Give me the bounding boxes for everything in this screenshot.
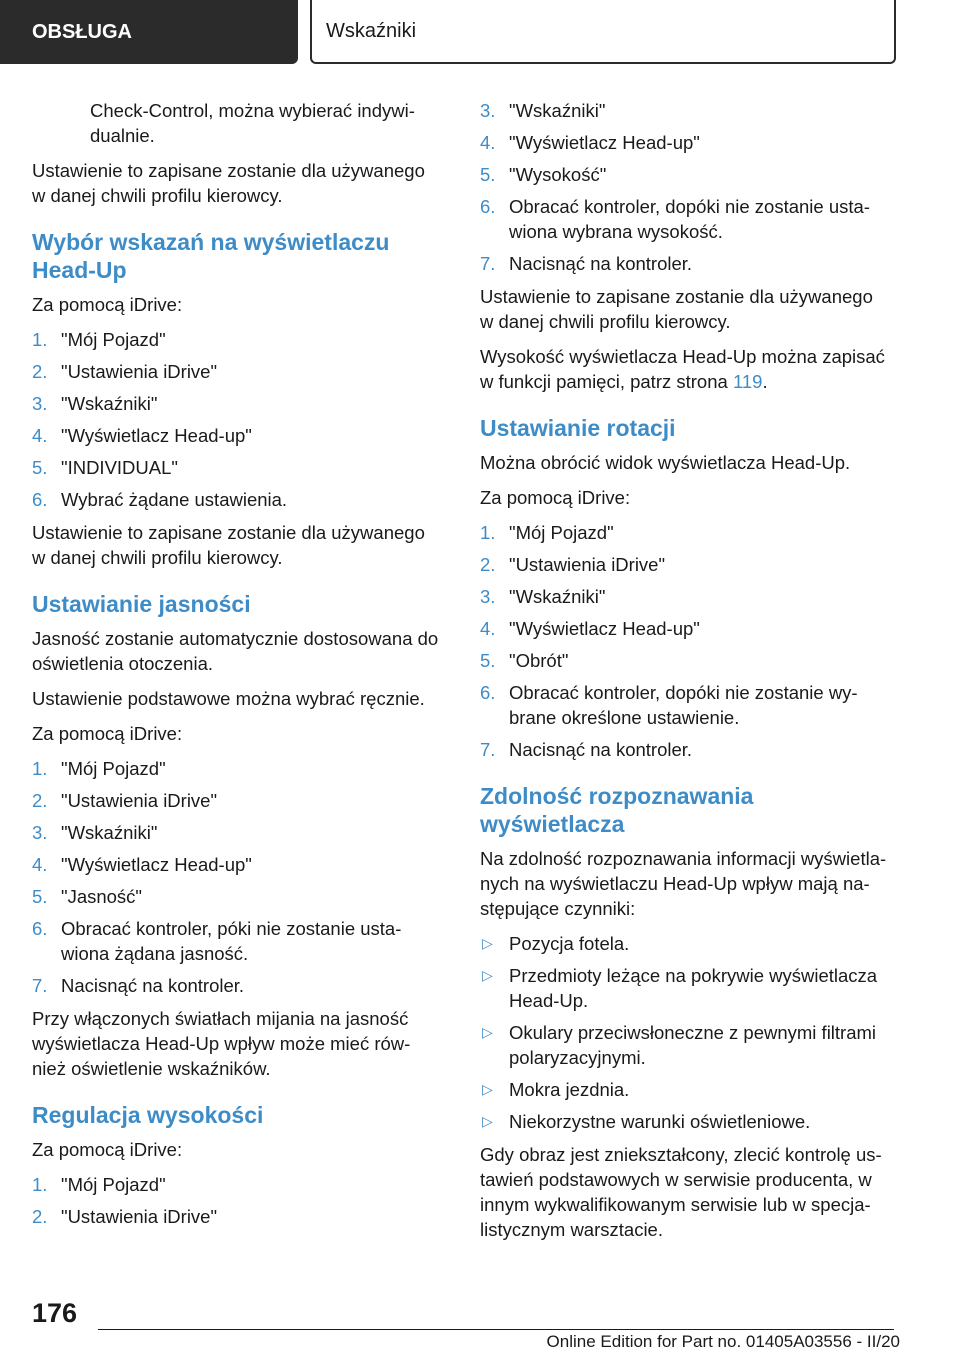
select-steps xyxy=(32,327,442,512)
step-item xyxy=(32,455,442,480)
step-text: "Mój Pojazd" xyxy=(61,1174,166,1195)
bullet-item xyxy=(480,1109,890,1134)
brightness-steps xyxy=(32,756,442,998)
step-item xyxy=(480,251,890,276)
step-number: 3. xyxy=(32,822,48,843)
step-item xyxy=(480,584,890,609)
bullet-item xyxy=(480,963,890,1013)
step-item xyxy=(32,359,442,384)
footer-divider xyxy=(98,1329,894,1330)
bullet-item xyxy=(480,931,890,956)
bullet-text: Przedmioty leżące na pokrywie wyświetlacza Head-Up. xyxy=(509,965,878,1011)
height-steps xyxy=(32,1172,442,1229)
legibility-advice: Gdy obraz jest zniekształcony, zlecić kontrolę us-tawień podstawowych w serwisie producenta, w innym wykwalifikowanym serwisie lub w specja-listycznym warsztacie. xyxy=(480,1144,882,1240)
via-idrive: Za pomocą iDrive: xyxy=(32,723,183,744)
memory-text: Wysokość wyświetlacza Head-Up można zapisać w funkcji pamięci, patrz strona xyxy=(480,346,885,392)
page-reference-link[interactable]: 119 xyxy=(732,371,763,392)
step-number: 3. xyxy=(480,100,496,121)
step-number: 1. xyxy=(32,758,48,779)
step-number: 1. xyxy=(32,1174,48,1195)
left-column xyxy=(32,98,442,1237)
step-number: 7. xyxy=(480,739,496,760)
step-item xyxy=(480,194,890,244)
step-number: 6. xyxy=(32,918,48,939)
heading-brightness: Ustawianie jasności xyxy=(32,591,251,617)
step-number: 2. xyxy=(32,361,48,382)
step-item xyxy=(32,852,442,877)
page-number: 176 xyxy=(32,1298,78,1328)
step-number: 3. xyxy=(32,393,48,414)
step-text: "Mój Pojazd" xyxy=(61,329,166,350)
right-column xyxy=(480,98,890,1252)
step-item xyxy=(480,130,890,155)
step-text: "Wyświetlacz Head-up" xyxy=(61,854,252,875)
step-text: "Ustawienia iDrive" xyxy=(61,1206,218,1227)
step-number: 5. xyxy=(480,164,496,185)
step-text: Nacisnąć na kontroler. xyxy=(61,975,245,996)
triangle-bullet-icon: ▷ xyxy=(482,1081,493,1097)
step-text: Obracać kontroler, dopóki nie zostanie wy-brane określone ustawienie. xyxy=(509,682,858,728)
step-item xyxy=(480,98,890,123)
edition-note: Online Edition for Part no. 01405A03556 - II/20 xyxy=(546,1332,900,1351)
step-text: "Obrót" xyxy=(509,650,569,671)
heading-legibility: Zdolność rozpoznawania wyświetlacza xyxy=(480,783,754,837)
step-text: Nacisnąć na kontroler. xyxy=(509,739,693,760)
step-text: Nacisnąć na kontroler. xyxy=(509,253,693,274)
step-number: 4. xyxy=(480,618,496,639)
bullet-text: Niekorzystne warunki oświetleniowe. xyxy=(509,1111,811,1132)
page-header xyxy=(0,0,960,66)
continued-text: Check-Control, można wybierać indywi-dualnie. xyxy=(90,100,415,146)
memory-note xyxy=(480,344,890,394)
step-text: "INDIVIDUAL" xyxy=(61,457,178,478)
step-number: 6. xyxy=(32,489,48,510)
bullet-text: Okulary przeciwsłoneczne z pewnymi filtrami polaryzacyjnymi. xyxy=(509,1022,877,1068)
step-item xyxy=(32,423,442,448)
section-title: OBSŁUGA xyxy=(32,20,132,43)
step-number: 2. xyxy=(32,790,48,811)
step-text: "Ustawienia iDrive" xyxy=(509,554,666,575)
step-number: 6. xyxy=(480,682,496,703)
step-text: "Jasność" xyxy=(61,886,143,907)
via-idrive: Za pomocą iDrive: xyxy=(32,1139,183,1160)
step-text: "Mój Pojazd" xyxy=(509,522,614,543)
step-text: "Ustawienia iDrive" xyxy=(61,790,218,811)
step-number: 1. xyxy=(32,329,48,350)
step-text: "Wskaźniki" xyxy=(61,822,158,843)
step-text: "Mój Pojazd" xyxy=(61,758,166,779)
step-item xyxy=(480,737,890,762)
triangle-bullet-icon: ▷ xyxy=(482,935,493,951)
rotation-steps xyxy=(480,520,890,762)
bullet-text: Mokra jezdnia. xyxy=(509,1079,630,1100)
step-text: "Ustawienia iDrive" xyxy=(61,361,218,382)
step-text: "Wysokość" xyxy=(509,164,607,185)
step-item xyxy=(32,820,442,845)
step-text: "Wyświetlacz Head-up" xyxy=(509,132,700,153)
step-item xyxy=(480,616,890,641)
step-item xyxy=(32,884,442,909)
heading-height: Regulacja wysokości xyxy=(32,1102,264,1128)
step-item xyxy=(32,788,442,813)
bullet-text: Pozycja fotela. xyxy=(509,933,630,954)
step-number: 6. xyxy=(480,196,496,217)
legibility-factors xyxy=(480,931,890,1134)
chapter-title: Wskaźniki xyxy=(326,19,417,42)
step-number: 5. xyxy=(32,457,48,478)
brightness-note: Przy włączonych światłach mijania na jasność wyświetlacza Head-Up wpływ może mieć rów-nież oświetlenie wskaźników. xyxy=(32,1008,411,1079)
saved-note: Ustawienie to zapisane zostanie dla używanego w danej chwili profilu kierowcy. xyxy=(32,522,425,568)
step-item xyxy=(32,1172,442,1197)
step-item xyxy=(480,552,890,577)
step-text: "Wskaźniki" xyxy=(509,586,606,607)
triangle-bullet-icon: ▷ xyxy=(482,1113,493,1129)
step-item xyxy=(32,916,442,966)
via-idrive: Za pomocą iDrive: xyxy=(32,294,183,315)
triangle-bullet-icon: ▷ xyxy=(482,1024,493,1040)
step-item xyxy=(480,680,890,730)
memory-end: . xyxy=(762,371,768,392)
section-tab xyxy=(0,0,298,64)
legibility-intro: Na zdolność rozpoznawania informacji wyświetla-nych na wyświetlaczu Head-Up wpływ mają na-stępujące czynniki: xyxy=(480,848,887,919)
step-text: "Wyświetlacz Head-up" xyxy=(61,425,252,446)
step-text: Obracać kontroler, póki nie zostanie usta-wiona żądana jasność. xyxy=(61,918,402,964)
step-number: 2. xyxy=(32,1206,48,1227)
step-text: "Wskaźniki" xyxy=(509,100,606,121)
saved-note: Ustawienie to zapisane zostanie dla używanego w danej chwili profilu kierowcy. xyxy=(480,286,873,332)
height-steps-continued xyxy=(480,98,890,276)
step-text: Obracać kontroler, dopóki nie zostanie usta-wiona wybrana wysokość. xyxy=(509,196,870,242)
step-number: 4. xyxy=(480,132,496,153)
step-number: 5. xyxy=(480,650,496,671)
step-item xyxy=(32,973,442,998)
bullet-item xyxy=(480,1020,890,1070)
heading-select-display: Wybór wskazań na wyświetlaczu Head-Up xyxy=(32,229,390,283)
rotation-text: Można obrócić widok wyświetlacza Head-Up. xyxy=(480,452,851,473)
step-item xyxy=(32,756,442,781)
step-number: 7. xyxy=(32,975,48,996)
step-item xyxy=(32,487,442,512)
step-text: "Wyświetlacz Head-up" xyxy=(509,618,700,639)
step-item xyxy=(32,391,442,416)
step-number: 1. xyxy=(480,522,496,543)
heading-rotation: Ustawianie rotacji xyxy=(480,415,676,441)
step-item xyxy=(480,648,890,673)
bullet-item xyxy=(480,1077,890,1102)
step-item xyxy=(480,162,890,187)
step-number: 5. xyxy=(32,886,48,907)
step-number: 4. xyxy=(32,854,48,875)
step-number: 2. xyxy=(480,554,496,575)
triangle-bullet-icon: ▷ xyxy=(482,967,493,983)
step-item xyxy=(480,520,890,545)
step-text: Wybrać żądane ustawienia. xyxy=(61,489,288,510)
step-number: 7. xyxy=(480,253,496,274)
step-number: 3. xyxy=(480,586,496,607)
brightness-manual-text: Ustawienie podstawowe można wybrać ręcznie. xyxy=(32,688,425,709)
via-idrive: Za pomocą iDrive: xyxy=(480,487,631,508)
chapter-tab xyxy=(310,0,896,64)
saved-note: Ustawienie to zapisane zostanie dla używanego w danej chwili profilu kierowcy. xyxy=(32,160,425,206)
step-item xyxy=(32,1204,442,1229)
step-text: "Wskaźniki" xyxy=(61,393,158,414)
step-item xyxy=(32,327,442,352)
step-number: 4. xyxy=(32,425,48,446)
brightness-auto-text: Jasność zostanie automatycznie dostosowana do oświetlenia otoczenia. xyxy=(32,628,439,674)
